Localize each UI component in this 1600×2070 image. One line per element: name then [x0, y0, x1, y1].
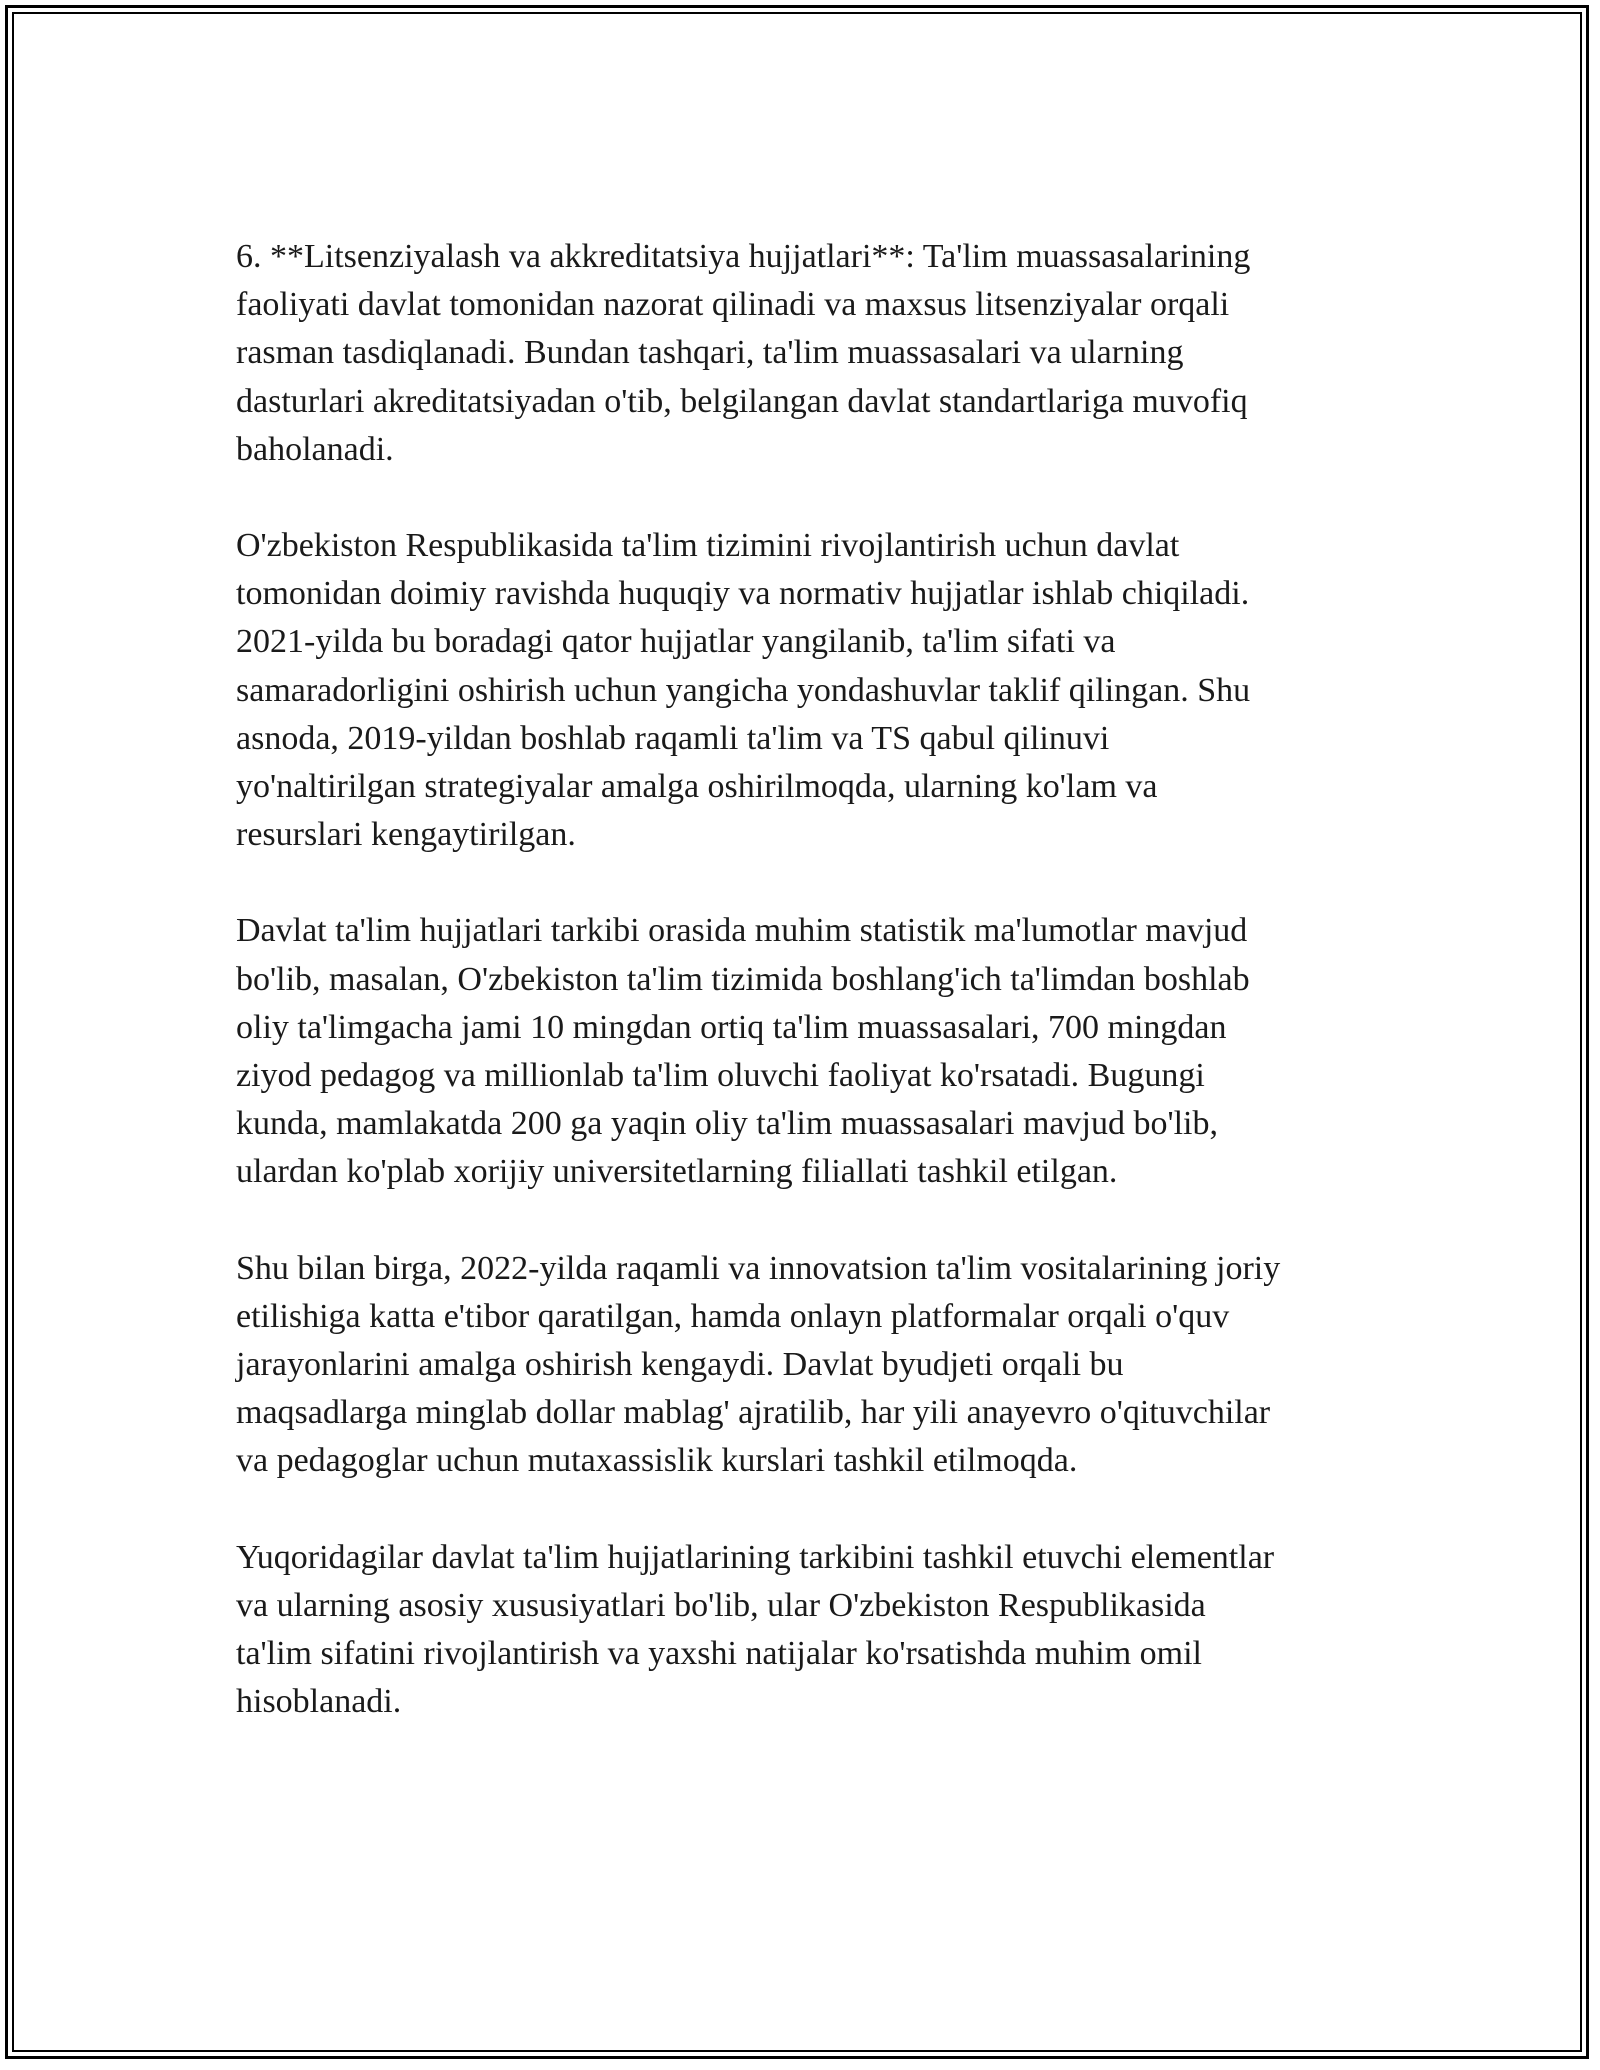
- paragraph-digital-education: Shu bilan birga, 2022-yilda raqamli va innovatsion ta'lim vositalarining joriy etilishiga katta e'tibor qaratilgan, hamda onlayn platformalar orqali o'quv jarayonlarini amalga oshirish kengaydi. Davlat byudjeti orqali bu maqsadlarga minglab dollar mablag' ajratilib, har yili anayevro o'qituvchilar va pedagoglar uchun mutaxassislik kurslari tashkil etilmoqda.: [236, 1249, 1281, 1480]
- paragraph-statistics: Davlat ta'lim hujjatlari tarkibi orasida muhim statistik ma'lumotlar mavjud bo'lib, masalan, O'zbekiston ta'lim tizimida boshlang'ich ta'limdan boshlab oliy ta'limgacha jami 10 mingdan ortiq ta'lim muassasalari, 700 mingdan ziyod pedagog va millionlab ta'lim oluvchi faoliyat ko'rsatadi. Bugungi kunda, mamlakatda 200 ga yaqin oliy ta'lim muassasalari mavjud bo'lib, ulardan ko'plab xorijiy universitetlarning filiallati tashkil etilgan.: [236, 912, 1250, 1191]
- document-body: [236, 233, 1366, 1774]
- paragraph-licensing: 6. **Litsenziyalash va akkreditatsiya hujjatlari**: Ta'lim muassasalarining faoliyati davlat tomonidan nazorat qilinadi va maxsus litsenziyalar orqali rasman tasdiqlanadi. Bundan tashqari, ta'lim muassasalari va ularning dasturlari akreditatsiyadan o'tib, belgilangan davlat standartlariga muvofiq baholanadi.: [236, 238, 1251, 468]
- paragraph-legal-framework: O'zbekiston Respublikasida ta'lim tizimini rivojlantirish uchun davlat tomonidan doimiy ravishda huquqiy va normativ hujjatlar ishlab chiqiladi. 2021-yilda bu boradagi qator hujjatlar yangilanib, ta'lim sifati va samaradorligini oshirish uchun yangicha yondashuvlar taklif qilingan. Shu asnoda, 2019-yildan boshlab raqamli ta'lim va TS qabul qilinuvi yo'naltirilgan strategiyalar amalga oshirilmoqda, ularning ko'lam va resurslari kengaytirilgan.: [236, 527, 1251, 854]
- paragraph-conclusion: Yuqoridagilar davlat ta'lim hujjatlarining tarkibini tashkil etuvchi elementlar va ularning asosiy xususiyatlari bo'lib, ular O'zbekiston Respublikasida ta'lim sifatini rivojlantirish va yaxshi natijalar ko'rsatishda muhim omil hisoblanadi.: [236, 1538, 1275, 1721]
